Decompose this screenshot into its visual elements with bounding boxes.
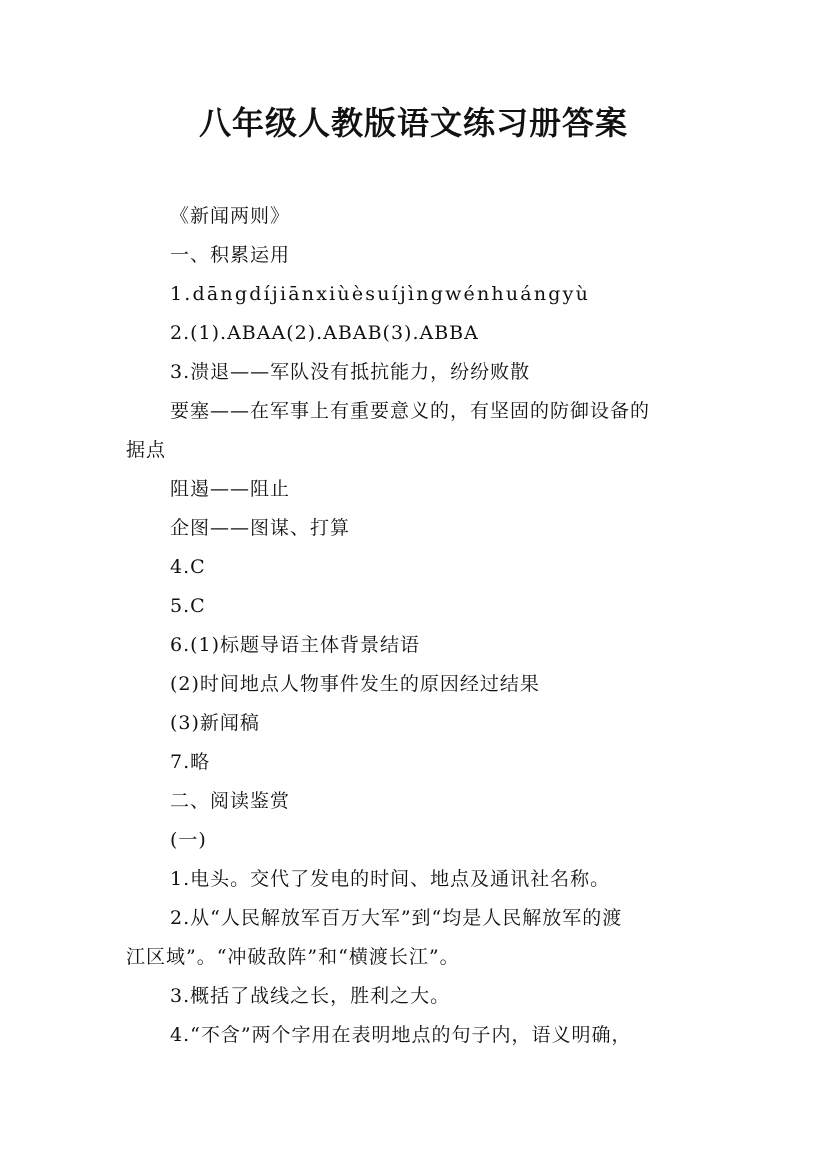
answer-line: 阻遏——阻止	[170, 478, 291, 500]
answer-line: 企图——图谋、打算	[170, 517, 351, 539]
answer-line: (2)时间地点人物事件发生的原因经过结果	[170, 673, 540, 695]
answer-line: 据点	[126, 439, 167, 461]
answer-line: 1.dāngdíjiānxiùèsuíjìngwénhuángyù	[170, 283, 591, 305]
subsection-heading: 二、阅读鉴赏	[170, 790, 291, 812]
answer-line: 4.“不含”两个字用在表明地点的句子内，语义明确，	[170, 1024, 632, 1046]
answer-line: 6.(1)标题导语主体背景结语	[170, 634, 421, 656]
answer-line: (3)新闻稿	[170, 712, 260, 734]
answer-line: 江区域”。“冲破敌阵”和“横渡长江”。	[126, 946, 460, 968]
subsection-heading: (一)	[170, 829, 207, 851]
answer-line: 3.概括了战线之长，胜利之大。	[170, 985, 451, 1007]
answer-line: 1.电头。交代了发电的时间、地点及通讯社名称。	[170, 868, 611, 890]
subsection-heading: 一、积累运用	[170, 244, 291, 266]
answer-line: 2.(1).ABAA(2).ABAB(3).ABBA	[170, 322, 479, 344]
page-title: 八年级人教版语文练习册答案	[198, 104, 628, 142]
answer-line: 5.C	[170, 595, 206, 617]
answer-line: 2.从“人民解放军百万大军”到“均是人民解放军的渡	[170, 907, 623, 929]
section-heading: 《新闻两则》	[170, 205, 291, 227]
answer-line: 7.略	[170, 751, 211, 773]
answer-line: 3.溃退——军队没有抵抗能力，纷纷败散	[170, 361, 531, 383]
answer-line: 要塞——在军事上有重要意义的，有坚固的防御设备的	[170, 400, 651, 422]
answer-line: 4.C	[170, 556, 206, 578]
